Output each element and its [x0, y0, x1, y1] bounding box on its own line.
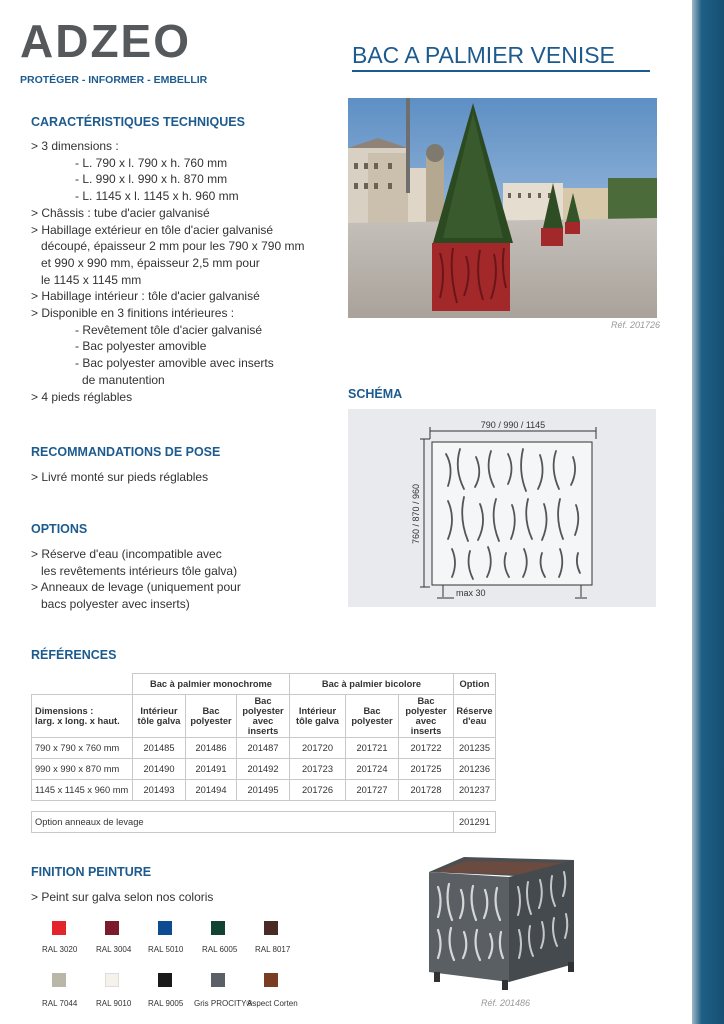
spec-line: de manutention [82, 372, 165, 387]
finish-line: > Peint sur galva selon nos coloris [31, 890, 214, 904]
swatch-label: RAL 7044 [42, 999, 78, 1008]
city-square-illustration [348, 98, 657, 318]
table-cell: 201491 [186, 759, 237, 780]
option-line: bacs polyester avec inserts) [41, 597, 190, 612]
row-dimension: 1145 x 1145 x 960 mm [32, 780, 133, 801]
table-cell: 201721 [346, 738, 399, 759]
color-swatch [105, 973, 119, 987]
table-column-header-row [32, 695, 496, 738]
color-swatch [211, 921, 225, 935]
option-line: > Anneaux de levage (uniquement pour [31, 580, 241, 595]
spec-line: > Châssis : tube d'acier galvanisé [31, 205, 210, 220]
table-cell: 201235 [454, 738, 496, 759]
table-cell: 201725 [399, 759, 454, 780]
column-header: Intérieur tôle galva [133, 695, 186, 738]
product-photo [348, 98, 657, 318]
table-spacer-row [32, 801, 496, 812]
color-swatch [264, 921, 278, 935]
color-swatch [105, 921, 119, 935]
table-cell: 201495 [237, 780, 290, 801]
spec-line: - Bac polyester amovible [75, 339, 207, 354]
spec-line: > 3 dimensions : [31, 139, 119, 153]
pose-heading: RECOMMANDATIONS DE POSE [31, 445, 221, 459]
option-row-label: Option anneaux de levage [32, 812, 454, 833]
color-swatch [158, 973, 172, 987]
brand-tagline: PROTÉGER - INFORMER - EMBELLIR [20, 74, 208, 86]
brand-name: ADZEO [20, 15, 191, 67]
row-dimension: 990 x 990 x 870 mm [32, 759, 133, 780]
product-ref-caption: Réf. 201486 [481, 998, 531, 1008]
option-line: les revêtements intérieurs tôle galva) [41, 563, 238, 578]
spec-line: le 1145 x 1145 mm [41, 272, 142, 287]
table-cell: 201727 [346, 780, 399, 801]
pose-list [31, 469, 208, 486]
option-row-ref: 201291 [454, 812, 496, 833]
specs-heading: CARACTÉRISTIQUES TECHNIQUES [31, 115, 245, 129]
specs-list [31, 138, 304, 405]
table-row [32, 780, 496, 801]
schema-diagram [348, 409, 656, 607]
table-group-header-row [32, 674, 496, 695]
group-header-option: Option [454, 674, 496, 695]
spec-line: découpé, épaisseur 2 mm pour les 790 x 790 mm [41, 239, 305, 254]
swatch-label: RAL 5010 [148, 945, 184, 954]
column-header: Bac polyester avec inserts [399, 695, 454, 738]
schema-heading: SCHÉMA [348, 387, 403, 401]
pose-line: > Livré monté sur pieds réglables [31, 470, 209, 484]
schema-height-label: 760 / 870 / 960 [411, 483, 421, 545]
table-cell: 201720 [290, 738, 346, 759]
swatch-label: RAL 3004 [96, 945, 132, 954]
table-cell: 201728 [399, 780, 454, 801]
color-swatch [158, 921, 172, 935]
column-header: Bac polyester [346, 695, 399, 738]
table-cell: 201236 [454, 759, 496, 780]
color-swatch [52, 921, 66, 935]
schema-max-label: max 30 [456, 588, 486, 598]
column-header: Réserve d'eau [454, 695, 496, 738]
schema-width-label: 790 / 990 / 1145 [480, 420, 546, 430]
planter-illustration [424, 852, 579, 992]
table-cell: 201490 [133, 759, 186, 780]
options-list [31, 546, 241, 613]
table-cell: 201237 [454, 780, 496, 801]
color-swatches [31, 917, 301, 1017]
photo-ref-caption: Réf. 201726 [611, 320, 661, 330]
table-cell: 201722 [399, 738, 454, 759]
color-swatch [52, 973, 66, 987]
table-cell: 201486 [186, 738, 237, 759]
swatch-label: RAL 9005 [148, 999, 184, 1008]
spec-line: - L. 990 x l. 990 x h. 870 mm [75, 172, 228, 187]
table-option-row [32, 812, 496, 833]
spec-line: - L. 1145 x l. 1145 x h. 960 mm [75, 189, 239, 204]
table-cell: 201724 [346, 759, 399, 780]
table-blank-cell [32, 674, 133, 695]
swatch-label: Aspect Corten [247, 999, 298, 1008]
title-underline [352, 70, 650, 72]
options-heading: OPTIONS [31, 522, 88, 536]
schema-drawing [348, 409, 656, 607]
spec-line: > Habillage extérieur en tôle d'acier galvanisé [31, 222, 274, 237]
column-header: Bac polyester avec inserts [237, 695, 290, 738]
column-header: Intérieur tôle galva [290, 695, 346, 738]
table-row [32, 738, 496, 759]
spec-line: > Disponible en 3 finitions intérieures : [31, 306, 235, 321]
color-swatch [211, 973, 225, 987]
spec-line: - Revêtement tôle d'acier galvanisé [75, 322, 263, 337]
swatch-label: RAL 3020 [42, 945, 78, 954]
references-heading: RÉFÉRENCES [31, 648, 117, 662]
table-cell: 201494 [186, 780, 237, 801]
column-header-dimensions: Dimensions : larg. x long. x haut. [32, 695, 133, 738]
table-cell: 201493 [133, 780, 186, 801]
table-cell: 201723 [290, 759, 346, 780]
table-cell: 201726 [290, 780, 346, 801]
table-cell: 201492 [237, 759, 290, 780]
option-line: > Réserve d'eau (incompatible avec [31, 547, 222, 561]
table-cell: 201485 [133, 738, 186, 759]
spec-line: - Bac polyester amovible avec inserts [75, 356, 274, 371]
column-header: Bac polyester [186, 695, 237, 738]
color-swatch [264, 973, 278, 987]
spec-line: > Habillage intérieur : tôle d'acier galvanisé [31, 289, 260, 304]
table-cell: 201487 [237, 738, 290, 759]
swatch-label: RAL 6005 [202, 945, 238, 954]
swatch-label: Gris PROCITY® [194, 999, 253, 1008]
spec-line: - L. 790 x l. 790 x h. 760 mm [75, 155, 228, 170]
finish-heading: FINITION PEINTURE [31, 865, 152, 879]
side-band [692, 0, 724, 1024]
group-header-bicolore: Bac à palmier bicolore [290, 674, 454, 695]
references-table [31, 673, 496, 833]
swatch-label: RAL 8017 [255, 945, 291, 954]
product-render [424, 852, 579, 992]
swatch-label: RAL 9010 [96, 999, 132, 1008]
brand-logo [20, 14, 208, 94]
page-title: BAC A PALMIER VENISE [352, 42, 615, 68]
group-header-monochrome: Bac à palmier monochrome [133, 674, 290, 695]
spec-line: et 990 x 990 mm, épaisseur 2,5 mm pour [41, 255, 260, 270]
row-dimension: 790 x 790 x 760 mm [32, 738, 133, 759]
table-row [32, 759, 496, 780]
spec-line: > 4 pieds réglables [31, 389, 133, 404]
